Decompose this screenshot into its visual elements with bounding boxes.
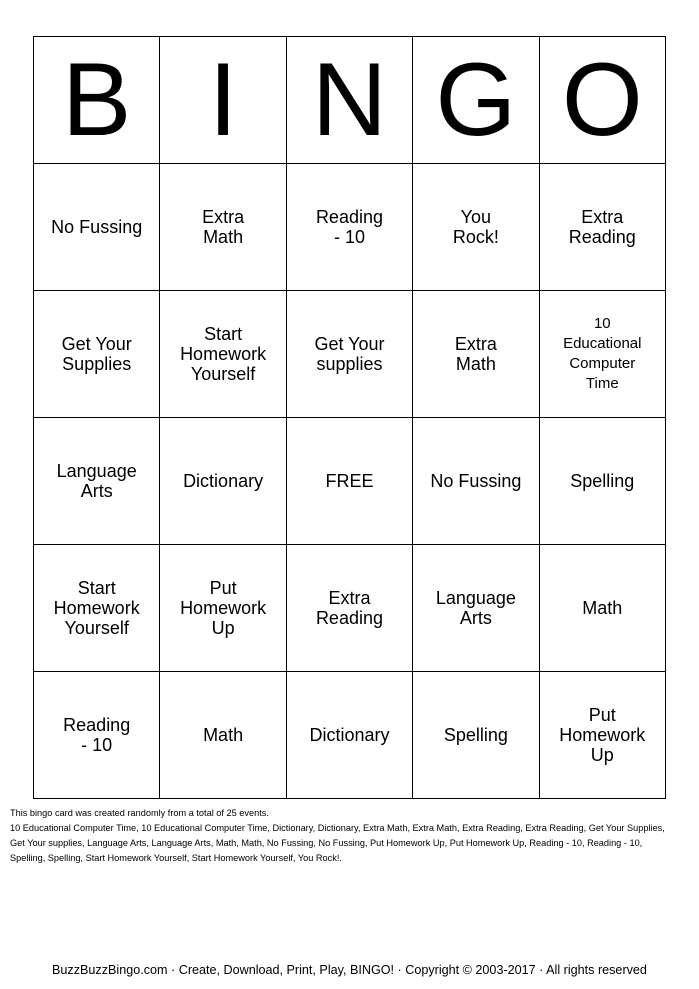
bingo-cell: Reading - 10 (34, 672, 160, 799)
bingo-cell: Dictionary (160, 418, 286, 545)
card-row-5 (34, 672, 666, 799)
bingo-cell: Extra Math (160, 164, 286, 291)
free-space-cell: FREE (286, 418, 412, 545)
bingo-cell: Dictionary (286, 672, 412, 799)
bingo-cell: Math (539, 545, 665, 672)
bingo-cell: Put Homework Up (539, 672, 665, 799)
card-row-2 (34, 291, 666, 418)
bingo-cell: No Fussing (413, 418, 539, 545)
bingo-cell: Get Your Supplies (34, 291, 160, 418)
notes-line: 10 Educational Computer Time, 10 Educational Computer Time, Dictionary, Dictionary, Extra Math, Extra Math, Extra Reading, Extra Reading, Get Your Supplies, (10, 823, 665, 833)
bingo-cell: Language Arts (413, 545, 539, 672)
card-row-4 (34, 545, 666, 672)
bingo-cell: Get Your supplies (286, 291, 412, 418)
card-row-1 (34, 164, 666, 291)
bingo-cell: Start Homework Yourself (34, 545, 160, 672)
bingo-cell: Extra Math (413, 291, 539, 418)
bingo-cell: Spelling (539, 418, 665, 545)
bingo-cell: Language Arts (34, 418, 160, 545)
header-letter-g: G (413, 37, 539, 164)
header-letter-o: O (539, 37, 665, 164)
notes-line: This bingo card was created randomly from a total of 25 events. (10, 808, 269, 818)
bingo-cell: 10 Educational Computer Time (539, 291, 665, 418)
card-row-3 (34, 418, 666, 545)
bingo-cell: Math (160, 672, 286, 799)
bingo-card (33, 36, 666, 799)
notes-line: Spelling, Spelling, Start Homework Yourself, Start Homework Yourself, You Rock!. (10, 853, 342, 863)
card-notes (10, 806, 694, 866)
bingo-cell: Put Homework Up (160, 545, 286, 672)
bingo-cell: You Rock! (413, 164, 539, 291)
footer-copyright: BuzzBuzzBingo.com · Create, Download, Print, Play, BINGO! · Copyright © 2003-2017 · All rights reserved (52, 963, 647, 977)
header-letter-b: B (34, 37, 160, 164)
bingo-cell: Extra Reading (539, 164, 665, 291)
header-letter-n: N (286, 37, 412, 164)
bingo-cell: Start Homework Yourself (160, 291, 286, 418)
bingo-cell: Extra Reading (286, 545, 412, 672)
header-row (34, 37, 666, 164)
bingo-cell: Spelling (413, 672, 539, 799)
bingo-cell: No Fussing (34, 164, 160, 291)
bingo-cell: Reading - 10 (286, 164, 412, 291)
header-letter-i: I (160, 37, 286, 164)
notes-line: Get Your supplies, Language Arts, Language Arts, Math, Math, No Fussing, No Fussing, Put Homework Up, Put Homework Up, Reading - 10, Reading - 10, (10, 838, 643, 848)
